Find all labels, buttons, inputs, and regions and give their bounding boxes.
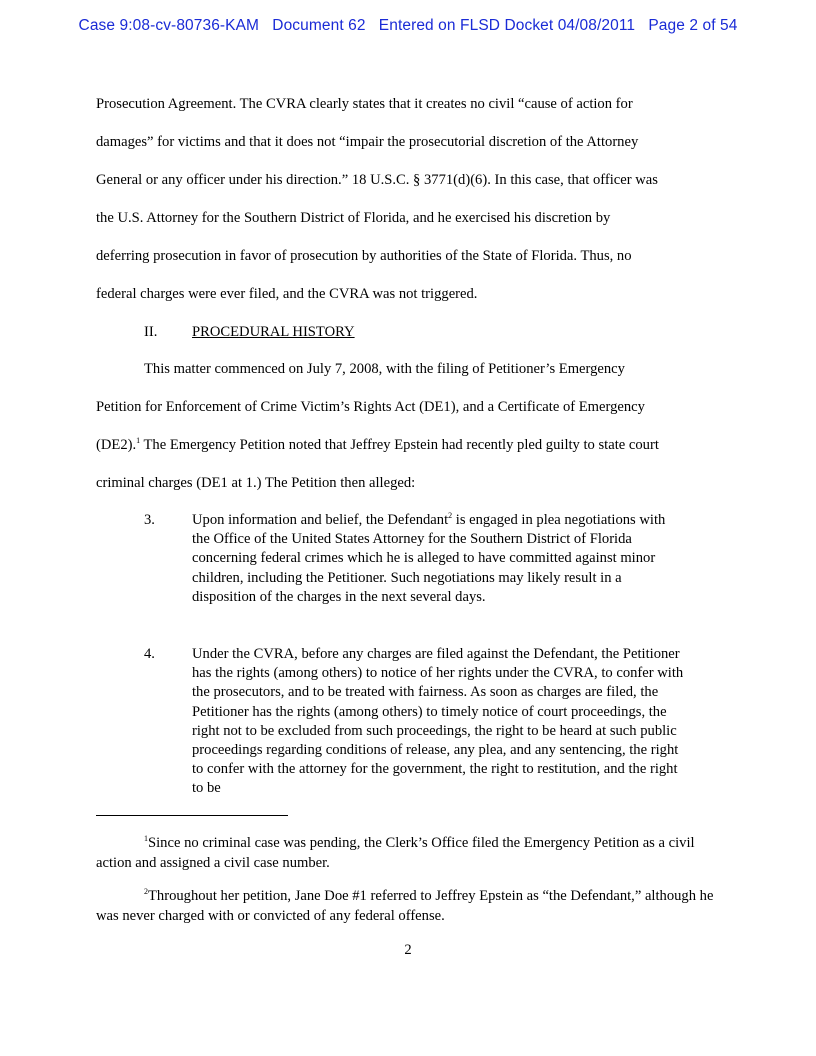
body-line: This matter commenced on July 7, 2008, with the filing of Petitioner’s Emergency (144, 361, 625, 377)
footnote-ref-2[interactable]: 2 (448, 511, 453, 521)
item-text-a: Upon information and belief, the Defendant (192, 512, 449, 528)
section-number: II. (144, 324, 158, 340)
footnote-divider (96, 815, 288, 816)
body-line: criminal charges (DE1 at 1.) The Petition then alleged: (96, 475, 416, 491)
body-line: Prosecution Agreement. The CVRA clearly states that it creates no civil “cause of action for (96, 96, 633, 112)
body-line (96, 437, 659, 454)
item-text: Under the CVRA, before any charges are filed against the Defendant, the Petitioner has the rights (among others) to notice of her rights under the CVRA, to confer with the prosecutors, and to be treated with fairness. As soon as charges are filed, the Petitioner has the rights (among others) to timely notice of court proceedings, the right not to be excluded from such proceedings, the right to be heard at such public proceedings regarding conditions of release, any plea, and any sentencing, the right to confer with the attorney for the government, the right to restitution, and the right to be (192, 646, 684, 797)
footnote-text: Throughout her petition, Jane Doe #1 referred to Jeffrey Epstein as “the Defendant,” although he was never charged with or convicted of any federal offense. (96, 888, 714, 924)
footnote-text: Since no criminal case was pending, the Clerk’s Office filed the Emergency Petition as a civil action and assigned a civil case number. (96, 835, 695, 871)
footnote-mark: 1 (144, 834, 148, 844)
footnote-1 (96, 834, 720, 873)
footnote-ref-1[interactable]: 1 (136, 436, 141, 446)
body-text: (DE2). (96, 437, 137, 453)
item-number: 4. (144, 646, 155, 662)
body-text: The Emergency Petition noted that Jeffrey Epstein had recently pled guilty to state court (140, 437, 659, 453)
footnote-mark: 2 (144, 887, 148, 897)
footnote-2 (96, 887, 720, 926)
docket-header: Case 9:08-cv-80736-KAM Document 62 Entered on FLSD Docket 04/08/2011 Page 2 of 54 (78, 17, 738, 34)
item-text (192, 511, 684, 607)
body-line: damages” for victims and that it does not “impair the prosecutorial discretion of the Attorney (96, 134, 639, 150)
body-line: General or any officer under his direction.” 18 U.S.C. § 3771(d)(6). In this case, that officer was (96, 172, 658, 188)
page-number: 2 (404, 942, 412, 958)
section-heading (144, 324, 355, 341)
body-line: Petition for Enforcement of Crime Victim’s Rights Act (DE1), and a Certificate of Emergency (96, 399, 645, 415)
body-line: federal charges were ever filed, and the CVRA was not triggered. (96, 286, 478, 302)
item-text-b: is engaged in plea negotiations with the Office of the United States Attorney for the Southern District of Florida concerning federal crimes which he is alleged to have committed against minor children, including the Petitioner. Such negotiations may likely result in a disposition of the charges in the next several days. (192, 512, 666, 605)
section-title: PROCEDURAL HISTORY (192, 324, 355, 340)
body-line: deferring prosecution in favor of prosecution by authorities of the State of Florida. Thus, no (96, 248, 632, 264)
body-line: the U.S. Attorney for the Southern District of Florida, and he exercised his discretion by (96, 210, 611, 226)
item-number: 3. (144, 512, 155, 528)
